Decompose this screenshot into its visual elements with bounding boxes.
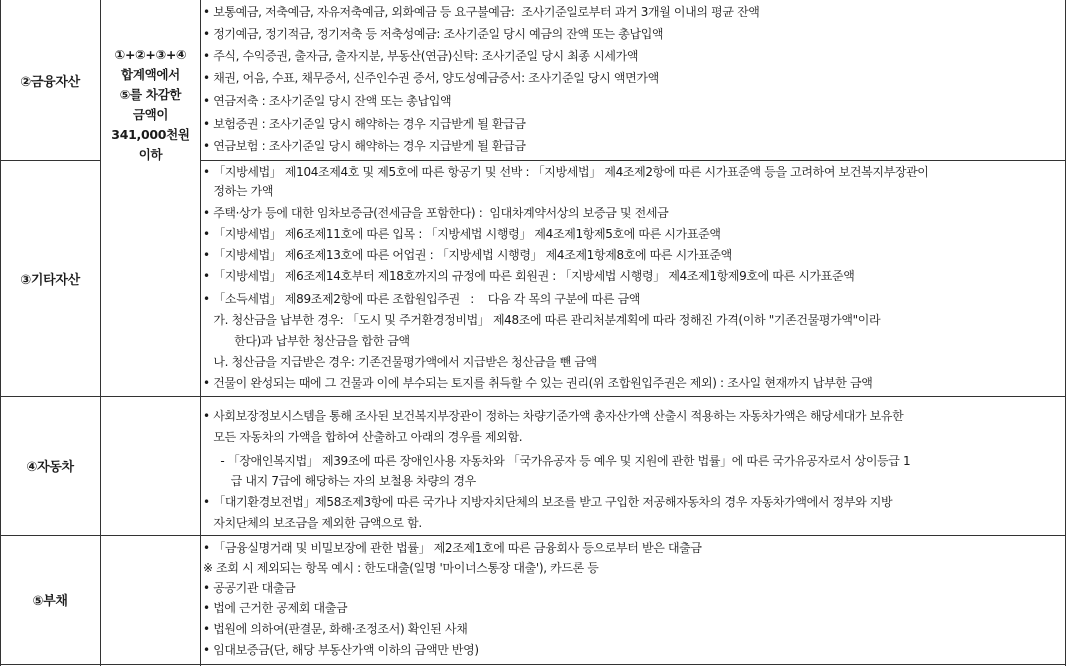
description-line: • 「지방세법」 제6조제11호에 따른 입목 : 「지방세법 시행령」 제4조제1항제5호에 따른 시가표준액 [203, 227, 721, 241]
description-line: • 「지방세법」 제6조제13호에 따른 어업권 : 「지방세법 시행령」 제4조제1항제8호에 따른 시가표준액 [203, 248, 732, 262]
description-line: • 「대기환경보전법」제58조제3항에 따른 국가나 지방자치단체의 보조를 받고 구입한 저공해자동차의 경우 자동차가액에서 정부와 지방 [203, 495, 893, 509]
category-other-assets: ③기타자산 [20, 272, 80, 288]
description-line: 가. 청산금을 납부한 경우: 「도시 및 주거환경정비법」 제48조에 따른 관리처분계획에 따라 정해진 가격(이하 "기존건물평가액"이라 [203, 313, 881, 327]
description-line: • 연금저축 : 조사기준일 당시 잔액 또는 총납입액 [203, 94, 452, 108]
criteria-cell [101, 0, 200, 190]
description-line: • 임대보증금(단, 해당 부동산가액 이하의 금액만 반영) [203, 643, 479, 657]
criteria-line: ⑤를 차감한 [119, 87, 182, 102]
description-line: • 사회보장정보시스템을 통해 조사된 보건복지부장관이 정하는 차량기준가액 총자산가액 산출시 적용하는 자동차가액은 해당세대가 보유한 [203, 409, 904, 423]
description-line: • 법원에 의하여(판결문, 화해·조정조서) 확인된 사채 [203, 622, 468, 636]
category-debt: ⑤부채 [32, 594, 68, 609]
description-line: 나. 청산금을 지급받은 경우: 기존건물평가액에서 지급받은 청산금을 뺀 금액 [203, 355, 597, 369]
description-line: 한다)과 납부한 청산금을 합한 금액 [203, 334, 410, 348]
criteria-line: ①+②+③+④ [114, 47, 187, 62]
description-line: • 법에 근거한 공제회 대출금 [203, 601, 348, 615]
description-line: • 「소득세법」 제89조제2항에 따른 조합원입주권 : 다음 각 목의 구분에 따른 금액 [203, 292, 641, 306]
description-line: • 건물이 완성되는 때에 그 건물과 이에 부수되는 토지를 취득할 수 있는 권리(위 조합원입주권은 제외) : 조사일 현재까지 납부한 금액 [203, 376, 873, 390]
criteria-line: 이하 [138, 147, 163, 162]
description-line: • 주택·상가 등에 대한 임차보증금(전세금을 포함한다) : 임대차계약서상의 보증금 및 전세금 [203, 206, 669, 220]
vehicles-description [203, 396, 1063, 535]
financial-assets-description [203, 0, 1063, 160]
description-line: • 보험증권 : 조사기준일 당시 해약하는 경우 지급받게 될 환급금 [203, 117, 526, 131]
category-financial-assets: ②금융자산 [20, 74, 80, 90]
description-line: • 정기예금, 정기적금, 정기저축 등 저축성예금: 조사기준일 당시 예금의 잔액 또는 총납입액 [203, 27, 664, 41]
description-line: • 보통예금, 저축예금, 자유저축예금, 외화예금 등 요구불예금: 조사기준일로부터 과거 3개월 이내의 평균 잔액 [203, 5, 760, 19]
description-line: • 「금융실명거래 및 비밀보장에 관한 법률」 제2조제1호에 따른 금융회사 등으로부터 받은 대출금 [203, 541, 702, 555]
description-line: • 공공기관 대출금 [203, 581, 296, 595]
other-assets-description [203, 160, 1063, 396]
table-border-right [1065, 0, 1066, 666]
description-line: • 채권, 어음, 수표, 채무증서, 신주인수권 증서, 양도성예금증서: 조사기준일 당시 액면가액 [203, 71, 659, 85]
description-line: • 연금보험 : 조사기준일 당시 해약하는 경우 지급받게 될 환급금 [203, 139, 526, 153]
table-border-bottom [0, 664, 1066, 665]
criteria-line: 341,000천원 [111, 127, 190, 142]
category-vehicles: ④자동차 [26, 460, 74, 475]
description-line: ※ 조회 시 제외되는 항목 예시 : 한도대출(일명 '마이너스통장 대출'), 카드론 등 [203, 561, 599, 575]
criteria-line: 금액이 [132, 107, 169, 122]
description-line: • 「지방세법」 제6조제14호부터 제18호까지의 규정에 따른 회원권 : 「지방세법 시행령」 제4조제1항제9호에 따른 시가표준액 [203, 269, 855, 283]
description-line: - 「장애인복지법」 제39조에 따른 장애인사용 자동차와 「국가유공자 등 예우 및 지원에 관한 법률」에 따른 국가유공자로서 상이등급 1 [203, 454, 911, 468]
column-divider-2 [200, 0, 201, 666]
description-line: • 「지방세법」 제104조제4호 및 제5호에 따른 항공기 및 선박 : 「지방세법」 제4조제2항에 따른 시가표준액 등을 고려하여 보건복지부장관이 [203, 165, 929, 179]
description-line: 정하는 가액 [203, 184, 274, 198]
description-line: 모든 자동차의 가액을 합하여 산출하고 아래의 경우를 제외함. [203, 430, 523, 444]
description-line: 급 내지 7급에 해당하는 자의 보철용 차량의 경우 [203, 474, 476, 488]
description-line: • 주식, 수익증권, 출자금, 출자지분, 부동산(연금)신탁: 조사기준일 당시 최종 시세가액 [203, 49, 639, 63]
description-line: 자치단체의 보조금을 제외한 금액으로 함. [203, 516, 422, 530]
criteria-line: 합계액에서 [121, 67, 180, 82]
debt-description [203, 535, 1063, 664]
